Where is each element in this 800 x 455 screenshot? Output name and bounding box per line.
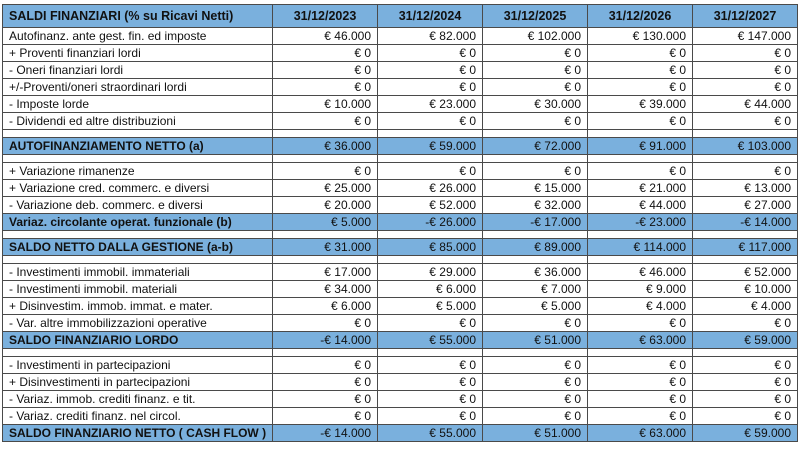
value-cell: € 0 [588,391,693,408]
subtotal-row [3,239,798,256]
value-cell: € 0 [273,163,378,180]
value-cell: € 59.000 [693,332,798,349]
spacer-cell [588,155,693,163]
value-cell: € 0 [588,163,693,180]
value-cell: € 0 [588,79,693,96]
header-year: 31/12/2026 [588,5,693,28]
value-cell: € 0 [273,357,378,374]
value-cell: € 0 [693,315,798,332]
row-label: + Disinvestim. immob. immat. e mater. [3,298,273,315]
value-cell: € 0 [378,315,483,332]
value-cell: € 63.000 [588,425,693,442]
table-row [3,391,798,408]
spacer-row [3,256,798,264]
value-cell: € 6.000 [378,281,483,298]
subtotal-row [3,138,798,155]
spacer-cell [693,256,798,264]
value-cell: € 5.000 [378,298,483,315]
value-cell: € 25.000 [273,180,378,197]
spacer-cell [693,130,798,138]
row-label: + Proventi finanziari lordi [3,45,273,62]
value-cell: € 114.000 [588,239,693,256]
value-cell: € 0 [588,113,693,130]
value-cell: € 0 [378,408,483,425]
value-cell: -€ 14.000 [273,425,378,442]
value-cell: € 0 [483,45,588,62]
value-cell: € 10.000 [273,96,378,113]
value-cell: € 0 [483,357,588,374]
row-label: - Investimenti in partecipazioni [3,357,273,374]
table-row [3,28,798,45]
value-cell: € 117.000 [693,239,798,256]
value-cell: € 10.000 [693,281,798,298]
spacer-cell [588,349,693,357]
value-cell: € 0 [273,62,378,79]
header-year: 31/12/2027 [693,5,798,28]
value-cell: € 0 [588,62,693,79]
value-cell: € 4.000 [588,298,693,315]
value-cell: € 0 [693,62,798,79]
value-cell: € 63.000 [588,332,693,349]
spacer-cell [273,155,378,163]
value-cell: € 23.000 [378,96,483,113]
subtotal-row [3,332,798,349]
row-label: Variaz. circolante operat. funzionale (b) [3,214,273,231]
spacer-cell [3,349,273,357]
value-cell: € 55.000 [378,425,483,442]
table-row [3,281,798,298]
row-label: - Dividendi ed altre distribuzioni [3,113,273,130]
value-cell: € 85.000 [378,239,483,256]
value-cell: € 0 [693,391,798,408]
spacer-cell [273,349,378,357]
value-cell: -€ 14.000 [693,214,798,231]
spacer-cell [378,231,483,239]
value-cell: € 72.000 [483,138,588,155]
value-cell: € 0 [588,45,693,62]
value-cell: € 15.000 [483,180,588,197]
row-label: SALDO FINANZIARIO NETTO ( CASH FLOW ) [3,425,273,442]
value-cell: € 0 [378,374,483,391]
value-cell: € 21.000 [588,180,693,197]
value-cell: € 6.000 [273,298,378,315]
value-cell: € 9.000 [588,281,693,298]
value-cell: € 0 [693,79,798,96]
value-cell: € 0 [273,391,378,408]
spacer-row [3,130,798,138]
header-year: 31/12/2024 [378,5,483,28]
value-cell: € 0 [273,113,378,130]
spacer-cell [588,130,693,138]
value-cell: € 0 [378,357,483,374]
row-label: - Variaz. crediti finanz. nel circol. [3,408,273,425]
spacer-cell [378,130,483,138]
table-row [3,79,798,96]
row-label: Autofinanz. ante gest. fin. ed imposte [3,28,273,45]
row-label: + Disinvestimenti in partecipazioni [3,374,273,391]
value-cell: € 59.000 [378,138,483,155]
row-label: - Investimenti immobil. materiali [3,281,273,298]
row-label: +/-Proventi/oneri straordinari lordi [3,79,273,96]
value-cell: € 46.000 [588,264,693,281]
spacer-cell [483,130,588,138]
value-cell: € 27.000 [693,197,798,214]
value-cell: € 0 [378,62,483,79]
value-cell: € 13.000 [693,180,798,197]
value-cell: -€ 26.000 [378,214,483,231]
value-cell: € 44.000 [693,96,798,113]
table-row [3,113,798,130]
spacer-cell [483,349,588,357]
value-cell: € 0 [378,79,483,96]
value-cell: € 0 [693,357,798,374]
row-label: AUTOFINANZIAMENTO NETTO (a) [3,138,273,155]
spacer-cell [378,155,483,163]
value-cell: € 0 [588,357,693,374]
spacer-cell [3,256,273,264]
value-cell: € 82.000 [378,28,483,45]
table-body [3,28,798,442]
spacer-row [3,349,798,357]
row-label: - Oneri finanziari lordi [3,62,273,79]
table-row [3,62,798,79]
value-cell: € 36.000 [273,138,378,155]
value-cell: € 0 [588,408,693,425]
table-row [3,180,798,197]
value-cell: € 0 [273,408,378,425]
financial-balances-table [2,4,798,442]
spacer-cell [483,155,588,163]
value-cell: € 0 [378,163,483,180]
value-cell: € 89.000 [483,239,588,256]
value-cell: € 0 [483,391,588,408]
value-cell: € 26.000 [378,180,483,197]
value-cell: € 0 [273,315,378,332]
row-label: - Investimenti immobil. immateriali [3,264,273,281]
value-cell: € 0 [588,315,693,332]
value-cell: € 39.000 [588,96,693,113]
value-cell: € 5.000 [273,214,378,231]
value-cell: € 55.000 [378,332,483,349]
value-cell: -€ 17.000 [483,214,588,231]
table-row [3,408,798,425]
spacer-cell [693,231,798,239]
header-year: 31/12/2023 [273,5,378,28]
value-cell: € 51.000 [483,425,588,442]
value-cell: € 0 [483,374,588,391]
value-cell: € 0 [483,113,588,130]
row-label: + Variazione cred. commerc. e diversi [3,180,273,197]
table-row [3,45,798,62]
spacer-cell [273,130,378,138]
header-label: SALDI FINANZIARI (% su Ricavi Netti) [3,5,273,28]
spacer-row [3,155,798,163]
value-cell: € 46.000 [273,28,378,45]
value-cell: € 0 [273,79,378,96]
spacer-cell [3,231,273,239]
row-label: SALDO FINANZIARIO LORDO [3,332,273,349]
row-label: - Variaz. immob. crediti finanz. e tit. [3,391,273,408]
value-cell: € 0 [588,374,693,391]
value-cell: € 59.000 [693,425,798,442]
value-cell: € 0 [483,62,588,79]
table-row [3,96,798,113]
value-cell: € 0 [483,163,588,180]
value-cell: € 0 [273,374,378,391]
table-row [3,357,798,374]
table-row [3,315,798,332]
spacer-row [3,231,798,239]
value-cell: € 91.000 [588,138,693,155]
value-cell: € 103.000 [693,138,798,155]
table-row [3,264,798,281]
value-cell: € 0 [693,374,798,391]
row-label: - Variazione deb. commerc. e diversi [3,197,273,214]
spacer-cell [3,130,273,138]
spacer-cell [588,256,693,264]
spacer-cell [378,349,483,357]
value-cell: € 51.000 [483,332,588,349]
spacer-cell [693,349,798,357]
value-cell: € 0 [273,45,378,62]
row-label: SALDO NETTO DALLA GESTIONE (a-b) [3,239,273,256]
row-label: - Var. altre immobilizzazioni operative [3,315,273,332]
spacer-cell [693,155,798,163]
cash-flow-table-container [2,4,797,442]
value-cell: € 0 [483,79,588,96]
spacer-cell [483,231,588,239]
value-cell: € 0 [378,113,483,130]
value-cell: -€ 23.000 [588,214,693,231]
value-cell: € 5.000 [483,298,588,315]
row-label: + Variazione rimanenze [3,163,273,180]
value-cell: € 0 [378,45,483,62]
table-row [3,298,798,315]
value-cell: € 34.000 [273,281,378,298]
value-cell: € 0 [378,391,483,408]
table-row [3,163,798,180]
value-cell: -€ 14.000 [273,332,378,349]
value-cell: € 30.000 [483,96,588,113]
value-cell: € 32.000 [483,197,588,214]
value-cell: € 36.000 [483,264,588,281]
table-header-row [3,5,798,28]
value-cell: € 130.000 [588,28,693,45]
value-cell: € 4.000 [693,298,798,315]
value-cell: € 0 [693,113,798,130]
value-cell: € 52.000 [693,264,798,281]
spacer-cell [588,231,693,239]
header-year: 31/12/2025 [483,5,588,28]
value-cell: € 52.000 [378,197,483,214]
value-cell: € 31.000 [273,239,378,256]
value-cell: € 102.000 [483,28,588,45]
spacer-cell [483,256,588,264]
value-cell: € 147.000 [693,28,798,45]
value-cell: € 0 [693,408,798,425]
spacer-cell [273,231,378,239]
table-row [3,374,798,391]
spacer-cell [273,256,378,264]
spacer-cell [3,155,273,163]
value-cell: € 17.000 [273,264,378,281]
value-cell: € 7.000 [483,281,588,298]
table-row [3,197,798,214]
value-cell: € 44.000 [588,197,693,214]
subtotal-row [3,214,798,231]
value-cell: € 0 [483,315,588,332]
value-cell: € 0 [693,163,798,180]
spacer-cell [378,256,483,264]
value-cell: € 20.000 [273,197,378,214]
value-cell: € 0 [483,408,588,425]
value-cell: € 29.000 [378,264,483,281]
subtotal-row [3,425,798,442]
value-cell: € 0 [693,45,798,62]
row-label: - Imposte lorde [3,96,273,113]
